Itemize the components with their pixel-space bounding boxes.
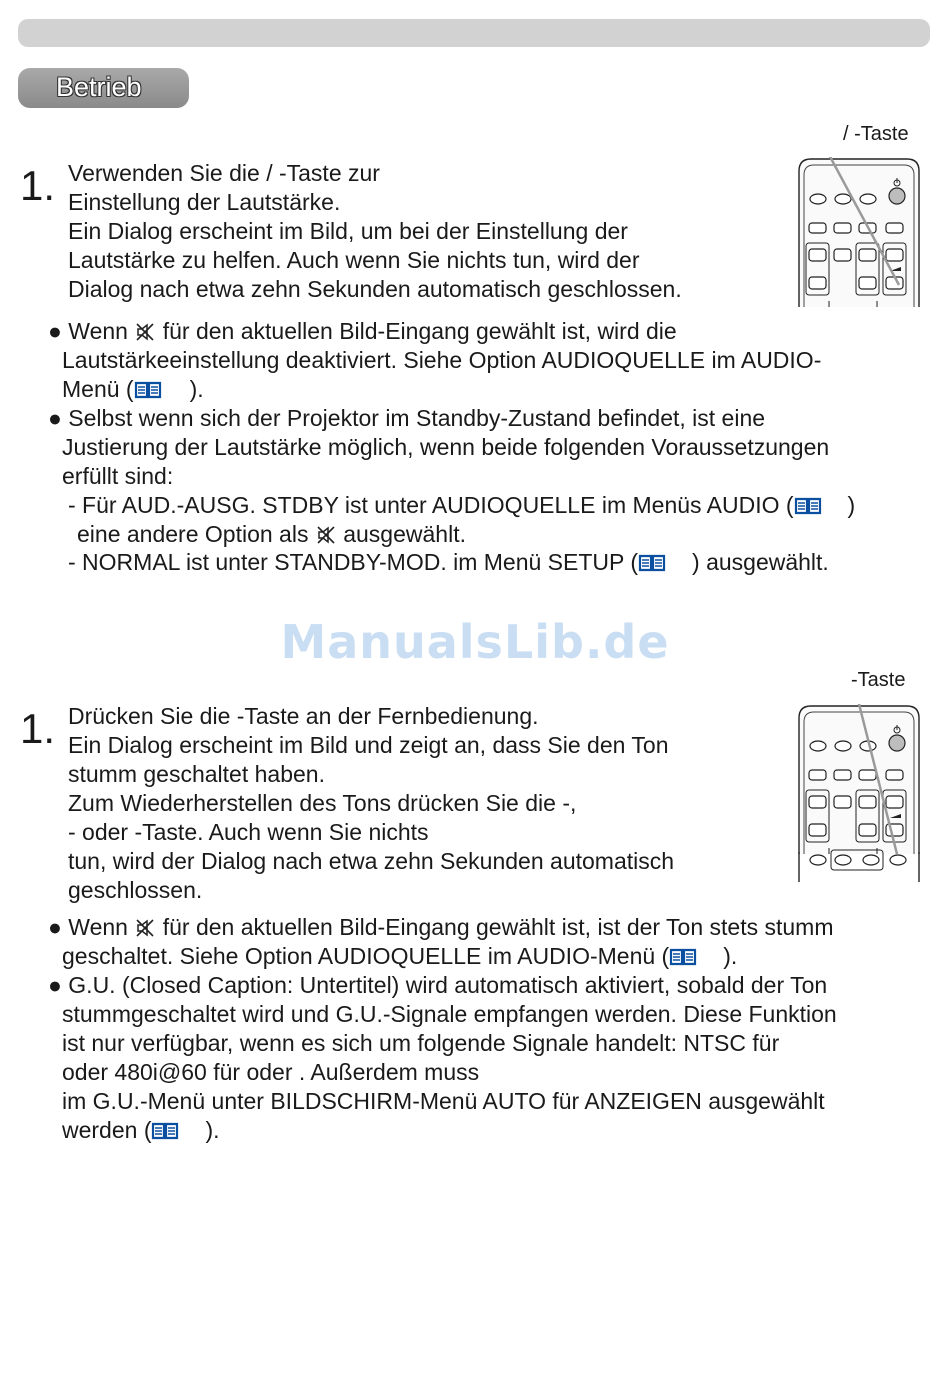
- volume-step-line: Ein Dialog erscheint im Bild, um bei der Einstellung der: [68, 218, 628, 244]
- volume-note2-line: erfüllt sind:: [62, 463, 174, 489]
- mute-note1-line: [48, 913, 834, 942]
- remote-control-illustration: [797, 157, 921, 307]
- mute-note2-line: oder 480i@60 für oder . Außerdem muss: [62, 1059, 480, 1085]
- mute-speaker-icon: [135, 322, 155, 342]
- note-text: werden (: [62, 1117, 152, 1143]
- book-reference-icon[interactable]: [638, 554, 666, 572]
- volume-step-number: 1.: [20, 162, 56, 209]
- mute-step-line: Ein Dialog erscheint im Bild und zeigt an, dass Sie den Ton: [68, 732, 669, 758]
- top-bar: [18, 19, 930, 47]
- watermark: ManualsLib.de: [280, 615, 670, 669]
- mute-callout-label: -Taste: [851, 669, 906, 691]
- mute-note1-line: [62, 942, 737, 971]
- note-text: für den aktuellen Bild-Eingang gewählt ist, ist der Ton stets stumm: [162, 914, 834, 940]
- note-text: ).: [205, 1117, 220, 1143]
- volume-callout-label: / -Taste: [843, 123, 909, 145]
- mute-note2-line: im G.U.-Menü unter BILDSCHIRM-Menü AUTO für ANZEIGEN ausgewählt: [62, 1088, 825, 1114]
- volume-step-line: Einstellung der Lautstärke.: [68, 189, 341, 215]
- volume-step-line: Lautstärke zu helfen. Auch wenn Sie nichts tun, wird der: [68, 247, 640, 273]
- mute-step-line: Zum Wiederherstellen des Tons drücken Sie die -,: [68, 790, 577, 816]
- mute-step-line: geschlossen.: [68, 877, 203, 903]
- mute-step-number: 1.: [20, 705, 56, 752]
- book-reference-icon[interactable]: [794, 497, 822, 515]
- note-text: für den aktuellen Bild-Eingang gewählt ist, wird die: [162, 318, 677, 344]
- mute-step-line: - oder -Taste. Auch wenn Sie nichts: [68, 819, 429, 845]
- note-text: ).: [723, 943, 738, 969]
- mute-note2-line: stummgeschaltet wird und G.U.-Signale empfangen werden. Diese Funktion: [62, 1001, 837, 1027]
- mute-note2-line: ● G.U. (Closed Caption: Untertitel) wird automatisch aktiviert, sobald der Ton: [48, 972, 828, 998]
- volume-note1-line: [62, 375, 204, 404]
- mute-note2-line: ist nur verfügbar, wenn es sich um folgende Signale handelt: NTSC für: [62, 1030, 780, 1056]
- note-text: geschaltet. Siehe Option AUDIOQUELLE im AUDIO-Menü (: [62, 943, 670, 969]
- note-text: - NORMAL ist unter STANDBY-MOD. im Menü SETUP (: [68, 549, 639, 575]
- mute-speaker-icon: [135, 918, 155, 938]
- note-text: ): [847, 492, 856, 518]
- book-reference-icon[interactable]: [151, 1122, 179, 1140]
- mute-step-line: Drücken Sie die -Taste an der Fernbedienung.: [68, 703, 539, 729]
- note-text: ausgewählt.: [343, 521, 466, 547]
- remote-control-illustration: [797, 704, 921, 882]
- volume-note2-subitem: [77, 520, 466, 549]
- volume-note1-line: [48, 317, 677, 346]
- note-text: eine andere Option als: [77, 521, 309, 547]
- volume-step-line: Dialog nach etwa zehn Sekunden automatisch geschlossen.: [68, 276, 682, 302]
- volume-note2-line: ● Selbst wenn sich der Projektor im Standby-Zustand befindet, ist eine: [48, 405, 766, 431]
- mute-note2-line: [62, 1116, 220, 1145]
- volume-note2-subitem: [68, 548, 829, 577]
- volume-note1-line: Lautstärkeeinstellung deaktiviert. Siehe Option AUDIOQUELLE im AUDIO-: [62, 347, 822, 373]
- note-text: - Für AUD.-AUSG. STDBY ist unter AUDIOQUELLE im Menüs AUDIO (: [68, 492, 794, 518]
- note-text: ● Wenn: [48, 318, 128, 344]
- note-text: Menü (: [62, 376, 134, 402]
- note-text: ).: [189, 376, 204, 402]
- note-text: ) ausgewählt.: [692, 549, 829, 575]
- section-label: Betrieb: [18, 68, 189, 108]
- book-reference-icon[interactable]: [134, 381, 162, 399]
- volume-note2-line: Justierung der Lautstärke möglich, wenn beide folgenden Voraussetzungen: [62, 434, 830, 460]
- mute-speaker-icon: [316, 525, 336, 545]
- note-text: ● Wenn: [48, 914, 128, 940]
- mute-step-line: stumm geschaltet haben.: [68, 761, 325, 787]
- volume-note2-subitem: [68, 491, 855, 520]
- book-reference-icon[interactable]: [669, 948, 697, 966]
- mute-step-line: tun, wird der Dialog nach etwa zehn Sekunden automatisch: [68, 848, 675, 874]
- volume-step-line: Verwenden Sie die / -Taste zur: [68, 160, 380, 186]
